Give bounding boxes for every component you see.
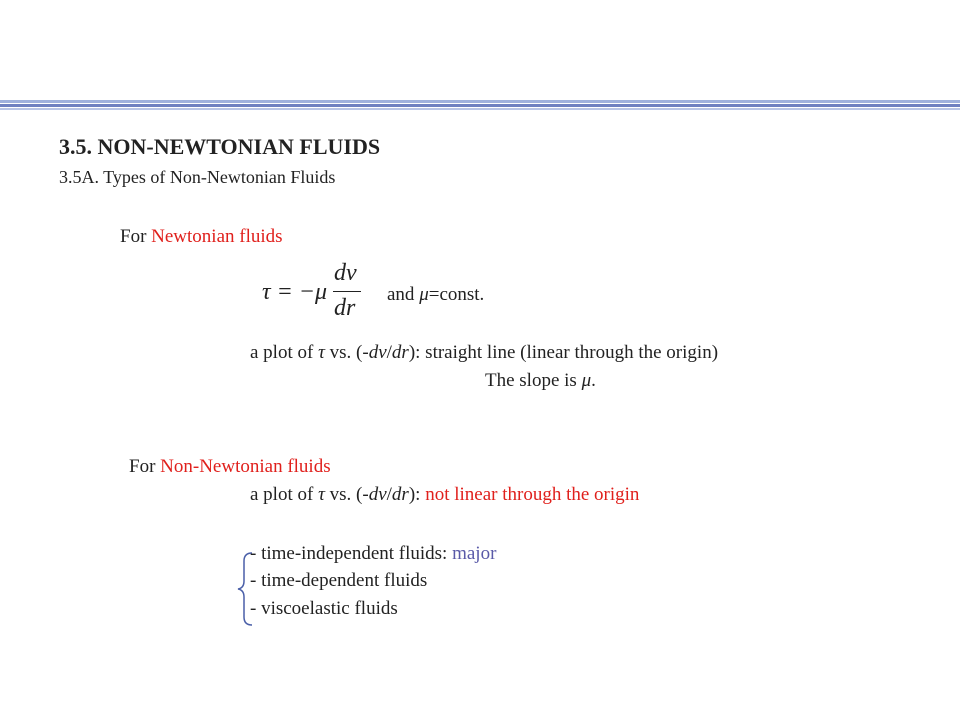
dr-text: dr — [391, 342, 409, 363]
newtonian-heading — [120, 226, 283, 248]
slope-text: The slope is — [485, 370, 582, 391]
list-item-text: - time-dependent fluids — [250, 570, 428, 591]
tau-symbol: τ — [318, 484, 325, 505]
slope-line — [485, 370, 596, 392]
list-item — [250, 598, 398, 620]
page-title: 3.5. NON-NEWTONIAN FLUIDS — [59, 134, 381, 159]
plot-prefix: a plot of — [250, 484, 319, 505]
slope-end: . — [591, 370, 596, 391]
const-statement — [387, 284, 484, 306]
const-text: =const. — [428, 284, 485, 305]
list-item — [250, 570, 427, 592]
dr-text: dr — [391, 484, 409, 505]
colon-text: ): — [408, 484, 426, 505]
list-item-accent: major — [452, 543, 497, 564]
tau-symbol: τ — [318, 342, 325, 363]
newtonian-plot-line — [250, 342, 718, 364]
non-newtonian-label: Non-Newtonian fluids — [160, 456, 331, 477]
equation-lhs: τ = −μ — [262, 279, 328, 305]
dv-text: dv — [368, 342, 387, 363]
and-text: and — [387, 284, 420, 305]
vs-text: vs. (- — [324, 342, 369, 363]
slope-mu: μ — [581, 370, 592, 391]
list-item — [250, 543, 496, 565]
mu-symbol: μ — [419, 284, 429, 305]
slash-text: / — [386, 342, 392, 363]
newtonian-prefix: For — [120, 226, 152, 247]
equation-denominator: dr — [334, 295, 356, 321]
newtonian-label: Newtonian fluids — [151, 226, 283, 247]
not-linear-text: not linear through the origin — [425, 484, 640, 505]
plot-prefix: a plot of — [250, 342, 319, 363]
header-rule — [0, 100, 960, 114]
slash-text: / — [386, 484, 392, 505]
dv-text: dv — [368, 484, 387, 505]
page-subtitle: 3.5A. Types of Non-Newtonian Fluids — [59, 167, 336, 187]
list-item-text: - viscoelastic fluids — [250, 598, 398, 619]
plot-suffix: ): straight line (linear through the origin) — [408, 342, 719, 363]
non-newtonian-heading — [129, 456, 331, 478]
list-item-text: - time-independent fluids: — [250, 543, 453, 564]
equation-numerator: dv — [334, 260, 357, 286]
non-newtonian-prefix: For — [129, 456, 161, 477]
vs-text: vs. (- — [324, 484, 369, 505]
fraction-bar — [333, 291, 361, 292]
non-newtonian-plot-line — [250, 484, 639, 506]
